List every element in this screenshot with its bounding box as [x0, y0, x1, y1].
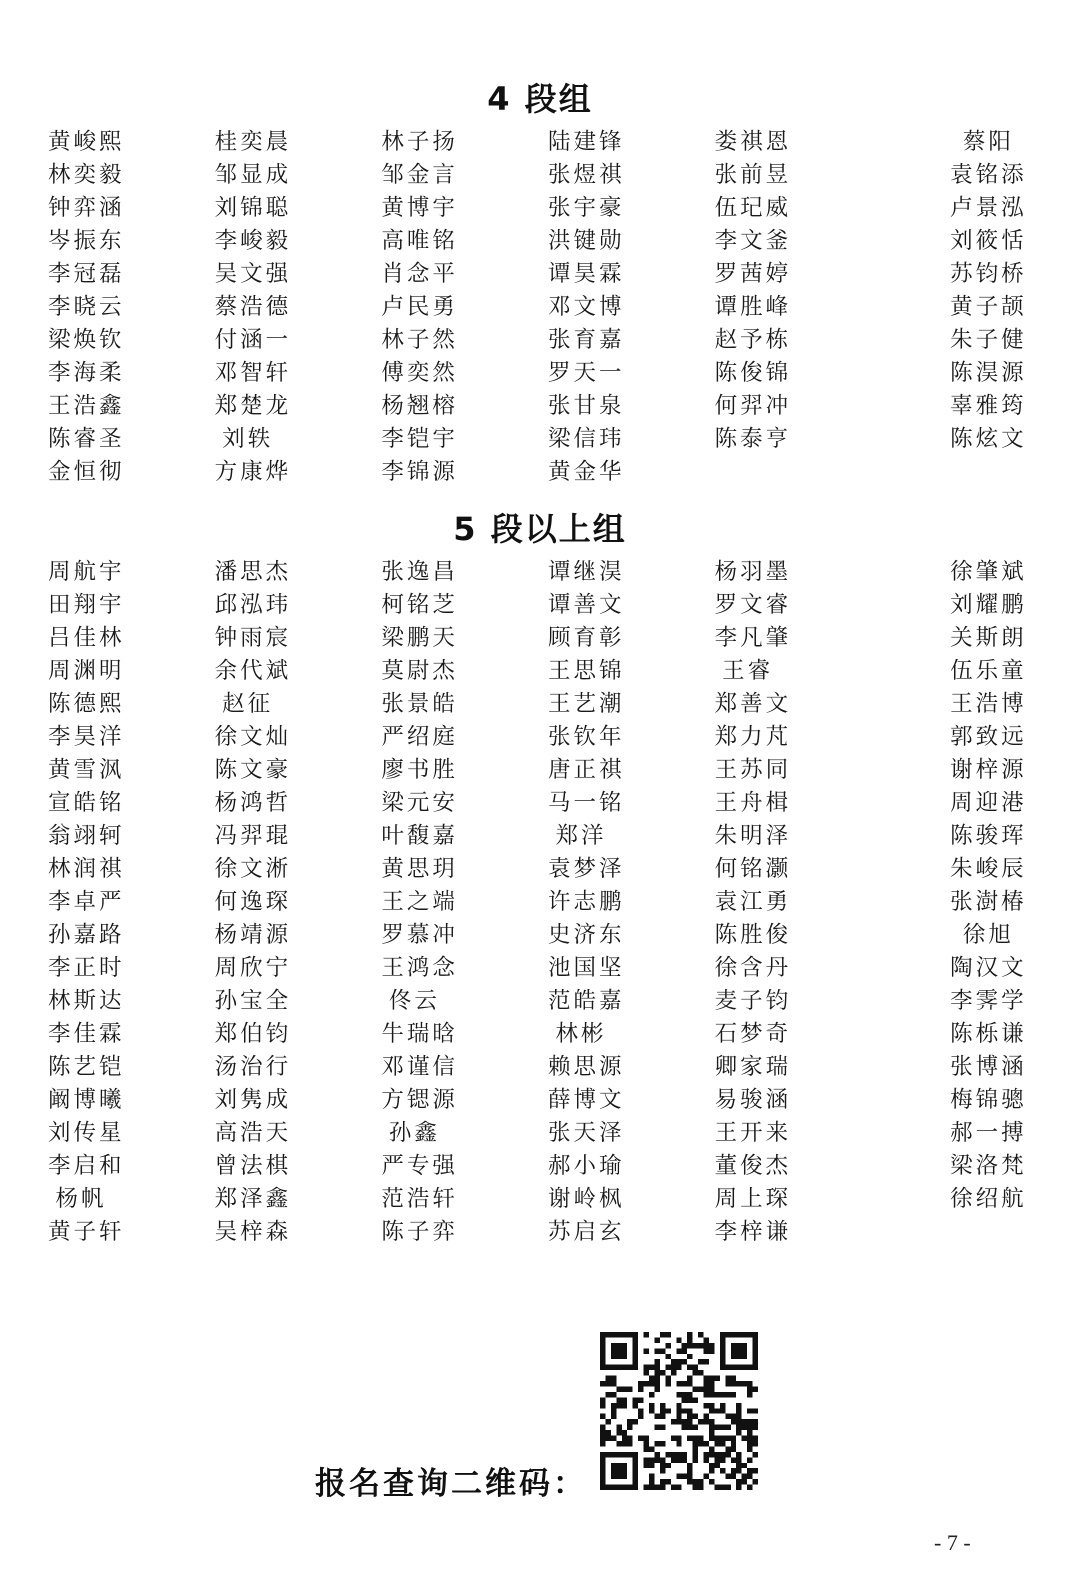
person-name: 赵予栋 [714, 327, 792, 353]
person-name: 陈炫文 [950, 426, 1027, 452]
person-name: 朱子健 [950, 327, 1027, 353]
person-name: 高浩天 [214, 1120, 292, 1146]
person-name: 董俊杰 [714, 1153, 792, 1179]
person-name: 傅奕然 [381, 360, 458, 386]
name-grid-4-dan [42, 126, 1042, 489]
person-name: 郝一搏 [950, 1120, 1027, 1146]
person-name: 陈艺铠 [48, 1054, 125, 1080]
person-name: 伍玘威 [714, 195, 792, 221]
person-name: 卢景泓 [950, 195, 1027, 221]
person-name: 李文釜 [714, 228, 792, 254]
person-name: 王鸿念 [381, 955, 458, 981]
person-name: 陈骏珲 [950, 823, 1027, 849]
person-name: 薛博文 [548, 1087, 625, 1113]
person-name: 顾育彰 [548, 625, 625, 651]
person-name: 刘传星 [48, 1120, 125, 1146]
person-name: 付涵一 [214, 327, 292, 353]
person-name: 陶汉文 [950, 955, 1027, 981]
person-name: 方康烨 [214, 459, 292, 485]
person-name: 李昊洋 [48, 724, 125, 750]
person-name: 伍乐童 [950, 658, 1027, 684]
person-name [943, 1216, 1033, 1249]
person-name: 陈胜俊 [714, 922, 792, 948]
person-name: 张景皓 [381, 691, 458, 717]
person-name: 王艺潮 [548, 691, 625, 717]
person-name: 杨靖源 [214, 922, 292, 948]
person-name: 周迎港 [950, 790, 1027, 816]
person-name: 唐正祺 [548, 757, 625, 783]
person-name: 何铭灏 [714, 856, 792, 882]
person-name: 袁铭添 [950, 162, 1027, 188]
person-name: 蔡阳 [962, 129, 1014, 155]
person-name: 邹显成 [214, 162, 292, 188]
person-name: 王思锦 [548, 658, 625, 684]
person-name: 杨鸿哲 [214, 790, 292, 816]
person-name: 陈俊锦 [714, 360, 792, 386]
person-name: 刘耀鹏 [950, 592, 1027, 618]
person-name: 杨帆 [55, 1186, 107, 1212]
person-name: 郑洋 [555, 823, 607, 849]
person-name: 张天泽 [548, 1120, 625, 1146]
person-name: 孙鑫 [388, 1120, 440, 1146]
person-name: 赖思源 [548, 1054, 625, 1080]
person-name: 郑善文 [714, 691, 792, 717]
person-name: 刘锦聪 [214, 195, 292, 221]
person-name [709, 456, 876, 489]
person-name: 陈文豪 [214, 757, 292, 783]
section-title-5-dan-above: 5 段以上组 [453, 510, 627, 548]
qr-label: 报名查询二维码： [315, 1466, 587, 1502]
person-name: 谭昊霖 [548, 261, 625, 287]
name-grid-5-dan-above [42, 556, 1042, 1249]
person-name: 麦子钧 [714, 988, 792, 1014]
person-name: 陆建锋 [548, 129, 625, 155]
person-name: 钟雨宸 [214, 625, 292, 651]
person-name: 史济东 [548, 922, 625, 948]
person-name: 佟云 [388, 988, 440, 1014]
person-name: 徐文淅 [214, 856, 292, 882]
person-name: 王浩博 [950, 691, 1027, 717]
person-name: 刘轶 [222, 426, 274, 452]
person-name: 张育嘉 [548, 327, 625, 353]
person-name: 阚博曦 [48, 1087, 125, 1113]
person-name: 王苏同 [714, 757, 792, 783]
person-name: 黄峻熙 [48, 129, 125, 155]
person-name: 李正时 [48, 955, 125, 981]
person-name: 林子扬 [381, 129, 458, 155]
person-name: 罗天一 [548, 360, 625, 386]
person-name: 莫尉杰 [381, 658, 458, 684]
person-name: 赵征 [222, 691, 274, 717]
person-name: 何逸琛 [214, 889, 292, 915]
person-name: 杨羽墨 [714, 559, 792, 585]
person-name: 王睿 [722, 658, 774, 684]
person-name: 郝小瑜 [548, 1153, 625, 1179]
person-name: 谭继淏 [548, 559, 625, 585]
person-name: 邓谨信 [381, 1054, 458, 1080]
person-name: 翁翊轲 [48, 823, 125, 849]
person-name: 林斯达 [48, 988, 125, 1014]
person-name: 王浩鑫 [48, 393, 125, 419]
person-name: 郭致远 [950, 724, 1027, 750]
person-name: 周上琛 [714, 1186, 792, 1212]
person-name: 娄祺恩 [714, 129, 792, 155]
person-name: 牛瑞晗 [381, 1021, 458, 1047]
person-name: 梁鹏天 [381, 625, 458, 651]
person-name: 易骏涵 [714, 1087, 792, 1113]
person-name: 钟弈涵 [48, 195, 125, 221]
person-name: 张前昱 [714, 162, 792, 188]
person-name: 辜雅筠 [950, 393, 1027, 419]
person-name: 邹金言 [381, 162, 458, 188]
person-name: 罗慕冲 [381, 922, 458, 948]
person-name: 袁梦泽 [548, 856, 625, 882]
person-name: 陈泰亨 [714, 426, 792, 452]
person-name: 李锦源 [381, 459, 458, 485]
person-name: 吴文强 [214, 261, 292, 287]
person-name: 徐绍航 [950, 1186, 1027, 1212]
person-name: 黄子轩 [48, 1219, 125, 1245]
person-name: 邓文博 [548, 294, 625, 320]
person-name: 林子然 [381, 327, 458, 353]
person-name: 黄金华 [548, 459, 625, 485]
person-name: 梅锦骢 [950, 1087, 1027, 1113]
person-name: 宣皓铭 [48, 790, 125, 816]
person-name: 罗茜婷 [714, 261, 792, 287]
person-name: 高唯铭 [381, 228, 458, 254]
person-name: 张甘泉 [548, 393, 625, 419]
person-name: 邓智轩 [214, 360, 292, 386]
person-name: 田翔宇 [48, 592, 125, 618]
person-name: 吴梓森 [214, 1219, 292, 1245]
person-name: 许志鹏 [548, 889, 625, 915]
person-name: 黄思玥 [381, 856, 458, 882]
person-name: 周航宇 [48, 559, 125, 585]
person-name: 刘筱恬 [950, 228, 1027, 254]
person-name: 冯羿琨 [214, 823, 292, 849]
person-name: 刘隽成 [214, 1087, 292, 1113]
person-name: 李霁学 [950, 988, 1027, 1014]
person-name: 李佳霖 [48, 1021, 125, 1047]
person-name: 关斯朗 [950, 625, 1027, 651]
person-name: 谭善文 [548, 592, 625, 618]
person-name: 梁洛梵 [950, 1153, 1027, 1179]
person-name: 黄雪沨 [48, 757, 125, 783]
person-name: 李启和 [48, 1153, 125, 1179]
person-name: 谭胜峰 [714, 294, 792, 320]
person-name: 李冠磊 [48, 261, 125, 287]
person-name: 洪键勋 [548, 228, 625, 254]
person-name: 范皓嘉 [548, 988, 625, 1014]
person-name: 黄子颉 [950, 294, 1027, 320]
person-name: 金恒彻 [48, 459, 125, 485]
person-name: 余代斌 [214, 658, 292, 684]
person-name: 徐肇斌 [950, 559, 1027, 585]
person-name: 方锶源 [381, 1087, 458, 1113]
person-name: 周渊明 [48, 658, 125, 684]
person-name: 陈子弈 [381, 1219, 458, 1245]
person-name [943, 456, 1033, 489]
person-name: 曾法棋 [214, 1153, 292, 1179]
person-name: 肖念平 [381, 261, 458, 287]
person-name: 徐旭 [962, 922, 1014, 948]
person-name: 蔡浩德 [214, 294, 292, 320]
person-name: 黄博宇 [381, 195, 458, 221]
person-name: 张煜祺 [548, 162, 625, 188]
person-name: 李晓云 [48, 294, 125, 320]
person-name: 卿家瑞 [714, 1054, 792, 1080]
person-name: 徐含丹 [714, 955, 792, 981]
person-name: 孙嘉路 [48, 922, 125, 948]
person-name: 梁信玮 [548, 426, 625, 452]
person-name: 谢岭枫 [548, 1186, 625, 1212]
person-name: 李峻毅 [214, 228, 292, 254]
person-name: 陈睿圣 [48, 426, 125, 452]
person-name: 李卓严 [48, 889, 125, 915]
person-name: 严专强 [381, 1153, 458, 1179]
person-name: 岑振东 [48, 228, 125, 254]
person-name: 郑楚龙 [214, 393, 292, 419]
person-name: 邱泓玮 [214, 592, 292, 618]
person-name: 张逸昌 [381, 559, 458, 585]
person-name: 林彬 [555, 1021, 607, 1047]
qr-code-icon [600, 1332, 758, 1490]
person-name: 周欣宁 [214, 955, 292, 981]
person-name: 石梦奇 [714, 1021, 792, 1047]
person-name: 袁江勇 [714, 889, 792, 915]
person-name: 陈栎谦 [950, 1021, 1027, 1047]
person-name: 潘思杰 [214, 559, 292, 585]
person-name: 朱峻辰 [950, 856, 1027, 882]
person-name: 张博涵 [950, 1054, 1027, 1080]
person-name: 卢民勇 [381, 294, 458, 320]
person-name: 马一铭 [548, 790, 625, 816]
page-number: - 7 - [934, 1530, 971, 1555]
person-name: 梁焕钦 [48, 327, 125, 353]
person-name: 严绍庭 [381, 724, 458, 750]
person-name: 张宇豪 [548, 195, 625, 221]
person-name: 林奕毅 [48, 162, 125, 188]
person-name: 张澍椿 [950, 889, 1027, 915]
person-name: 范浩轩 [381, 1186, 458, 1212]
person-name: 徐文灿 [214, 724, 292, 750]
person-name: 陈德熙 [48, 691, 125, 717]
person-name: 李铠宇 [381, 426, 458, 452]
person-name: 李梓谦 [714, 1219, 792, 1245]
person-name: 苏钧桥 [950, 261, 1027, 287]
person-name: 廖书胜 [381, 757, 458, 783]
person-name: 杨翘榕 [381, 393, 458, 419]
person-name: 桂奕晨 [214, 129, 292, 155]
person-name: 郑力芃 [714, 724, 792, 750]
person-name: 李凡肇 [714, 625, 792, 651]
person-name: 陈淏源 [950, 360, 1027, 386]
person-name: 王之端 [381, 889, 458, 915]
person-name: 叶馥嘉 [381, 823, 458, 849]
person-name: 汤治行 [214, 1054, 292, 1080]
person-name: 苏启玄 [548, 1219, 625, 1245]
person-name: 郑伯钧 [214, 1021, 292, 1047]
person-name: 王舟楫 [714, 790, 792, 816]
person-name: 池国坚 [548, 955, 625, 981]
person-name: 谢梓源 [950, 757, 1027, 783]
person-name: 梁元安 [381, 790, 458, 816]
person-name: 郑泽鑫 [214, 1186, 292, 1212]
person-name: 罗文睿 [714, 592, 792, 618]
person-name: 吕佳林 [48, 625, 125, 651]
person-name: 李海柔 [48, 360, 125, 386]
person-name: 何羿冲 [714, 393, 792, 419]
section-title-4-dan: 4 段组 [487, 80, 593, 118]
person-name: 朱明泽 [714, 823, 792, 849]
person-name: 柯铭芝 [381, 592, 458, 618]
person-name: 孙宝全 [214, 988, 292, 1014]
person-name: 王开来 [714, 1120, 792, 1146]
person-name: 张钦年 [548, 724, 625, 750]
person-name: 林润祺 [48, 856, 125, 882]
